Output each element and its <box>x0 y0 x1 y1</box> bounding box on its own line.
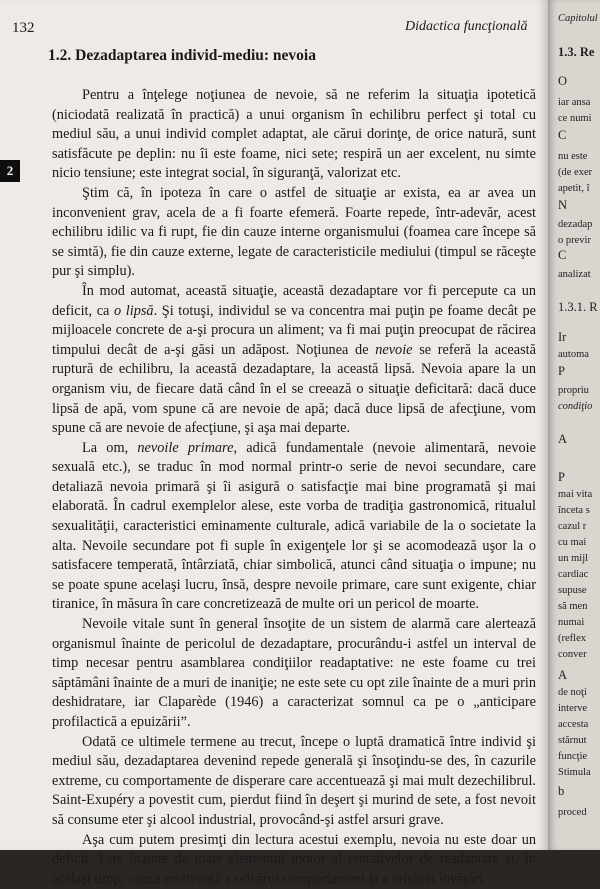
facing-page-fragment: un mijl <box>558 553 589 564</box>
facing-page-fragment: funcţie <box>558 751 588 762</box>
facing-page-fragment: mai vita <box>558 489 593 500</box>
facing-page-fragment: stărnut <box>558 735 587 746</box>
facing-page-fragment: 1.3. Re <box>558 45 595 59</box>
facing-page-fragment: Capitolul <box>558 13 598 24</box>
facing-page-fragment: Ir <box>558 330 567 344</box>
facing-page-fragment: automa <box>558 349 589 360</box>
paragraph: La om, nevoile primare, adică fundamentale (nevoie alimentară, nevoie sexuală etc.), se traduc în mod normal printr-o serie de nevoi secundare, care detaliază nevoia primară şi îi asigură o satisfacţie mai bine programată şi mai elaborată. În cadrul exemplelor alese, este vorba de tradiţia gastronomică, ritualul sexualităţii, caracteristici eminamente culturale, adică variabile de la o societate la alta. Nevoile secundare pot fi suple în exigenţele lor şi se acomodează uşor la o satisfacere temperată, întârziată, chiar simbolică, atunci când situaţia o impune; nu se poate spune acelaşi lucru, însă, despre nevoile primare, care sunt exigente, chiar tiranice, în măsura în care concretizează de multe ori un pericol de moarte. <box>52 439 536 613</box>
facing-page-fragment: P <box>558 470 565 484</box>
paragraph: Odată ce ultimele termene au trecut, începe o luptă dramatică între individ şi mediul său, dezadaptarea devenind repede generală şi însoţindu-se des, în cazurile extreme, cu comportamente de disperare care accentuează şi mai mult dezechilibrul. Saint-Exupéry a povestit cum, pierdut fiind în deşert şi murind de sete, a fost nevoit să consume eter şi alcool industrial, provocând-şi astfel arsuri grave. <box>52 733 536 828</box>
facing-page-fragment: conver <box>558 649 587 660</box>
facing-page-fragment: să men <box>558 601 588 612</box>
facing-page-fragment: ce numi <box>558 113 592 124</box>
facing-page-fragment: apetit, î <box>558 183 590 194</box>
facing-page-fragment: (reflex <box>558 633 586 644</box>
facing-page-fragment: nu este <box>558 151 588 162</box>
facing-page-fragment: condiţio <box>558 401 593 412</box>
facing-page-fragment: dezadap <box>558 219 593 230</box>
facing-page-fragment: supuse <box>558 585 587 596</box>
facing-page-fragment: O <box>558 74 568 88</box>
body-text <box>52 86 536 889</box>
facing-page-fragment: analizat <box>558 269 591 280</box>
italic-term: nevoie <box>375 341 413 358</box>
facing-page-fragment: proced <box>558 807 587 818</box>
running-head: Didactica funcţională <box>405 19 528 34</box>
facing-page-fragment: 1.3.1. R <box>558 300 598 314</box>
paragraph: Ştim că, în ipoteza în care o astfel de situaţie ar exista, ea ar avea un inconvenient grav, acela de a fi foarte efemeră. Foarte repede, într-adevăr, acest echilibru idilic va fi rupt, fie din cauze interne organismului (foamea care începe să se simtă), fie din cauze externe, legate de caracteristicile mediului (timpul se răceşte pur şi simplu). <box>52 184 536 280</box>
facing-page-fragment: interve <box>558 703 588 714</box>
facing-page-fragment: propriu <box>558 385 589 396</box>
facing-page-fragment: cazul r <box>558 521 587 532</box>
facing-page-fragment: A <box>558 432 568 446</box>
facing-page-fragment: înceta s <box>558 505 590 516</box>
facing-page-fragment: cardiac <box>558 569 589 580</box>
paragraph: În mod automat, această situaţie, această dezadaptare vor fi percepute ca un deficit, ca o lipsă. Şi totuşi, individul se va concentra mai puţin pe foame decât pe mijloacele concrete de a-şi procura un aliment; va fi mai puţin preocupat de răcirea timpului decât de a-şi găsi un adăpost. Noţiunea de nevoie se referă la această ruptură de echilibru, la această dezadaptare, la această lipsă. Nevoia apare la un organism viu, de fiecare dată când în el se creează o situaţie deficitară: dacă duce lipsă de apă, vom spune că are nevoie de apă; dacă duce lipsă de afecţiune, vom spune că are nevoie de afecţiune, şi aşa mai departe. <box>52 282 537 437</box>
facing-page-edge <box>548 0 600 850</box>
paragraph: Nevoile vitale sunt în general însoţite de un sistem de alarmă care alertează organismul înainte de pericolul de dezadaptare, procurându-i astfel un interval de timp necesar pentru asamblarea condiţiilor readaptative: ne este foame cu trei săptămâni înainte de a muri de inaniţie; ne este sete cu opt zile înainte de a muri prin deshidratare, iar Claparède (1946) a caracterizat somnul ca pe o „anticipare profilactică a epuizării”. <box>52 616 536 730</box>
facing-page-fragment: A <box>558 668 568 682</box>
italic-term: o lipsă <box>114 302 154 319</box>
facing-page-fragment: de noţi <box>558 687 587 698</box>
paragraph: Pentru a înţelege noţiunea de nevoie, să ne referim la situaţia ipotetică (niciodată realizată în practică) a unui organism în echilibru perfect şi total cu mediul său, a unui individ complet adaptat, ale cărui dorinţe, de orice natură, sunt satisfăcute pe deplin: nu îi este foame, nici sete; respiră un aer excelent, nu simte nicio tensiune; este integrat social, în siguranţă, valorizat etc. <box>52 87 536 182</box>
italic-term: nevoile primare <box>137 439 234 456</box>
chapter-tab: 2 <box>0 160 20 182</box>
facing-page-fragment: numai <box>558 617 585 628</box>
facing-page-fragment: N <box>558 198 568 212</box>
facing-page-fragment: cu mai <box>558 537 587 548</box>
facing-page-fragment: P <box>558 364 565 378</box>
page-number: 132 <box>12 20 35 36</box>
facing-page-fragment: C <box>558 128 567 142</box>
section-title: 1.2. Dezadaptarea individ-mediu: nevoia <box>48 47 316 64</box>
facing-page-fragment: C <box>558 248 567 262</box>
facing-page-fragment: accesta <box>558 719 589 730</box>
facing-page-fragment: o previr <box>558 235 591 246</box>
facing-page-fragment: b <box>558 784 565 798</box>
paragraph: Aşa cum putem presimţi din lectura acestui exemplu, nevoia nu este doar un deficit. Este înainte de toate elementul motor al tentativelor de readaptare şi, în acelaşi timp, cauza motivantă a oricărui comportament şi a oricărei învăţări. <box>52 831 536 887</box>
facing-page-fragment: (de exer <box>558 167 593 178</box>
facing-page-fragment: Stimula <box>558 767 591 778</box>
facing-page-fragment: iar ansa <box>558 97 591 108</box>
